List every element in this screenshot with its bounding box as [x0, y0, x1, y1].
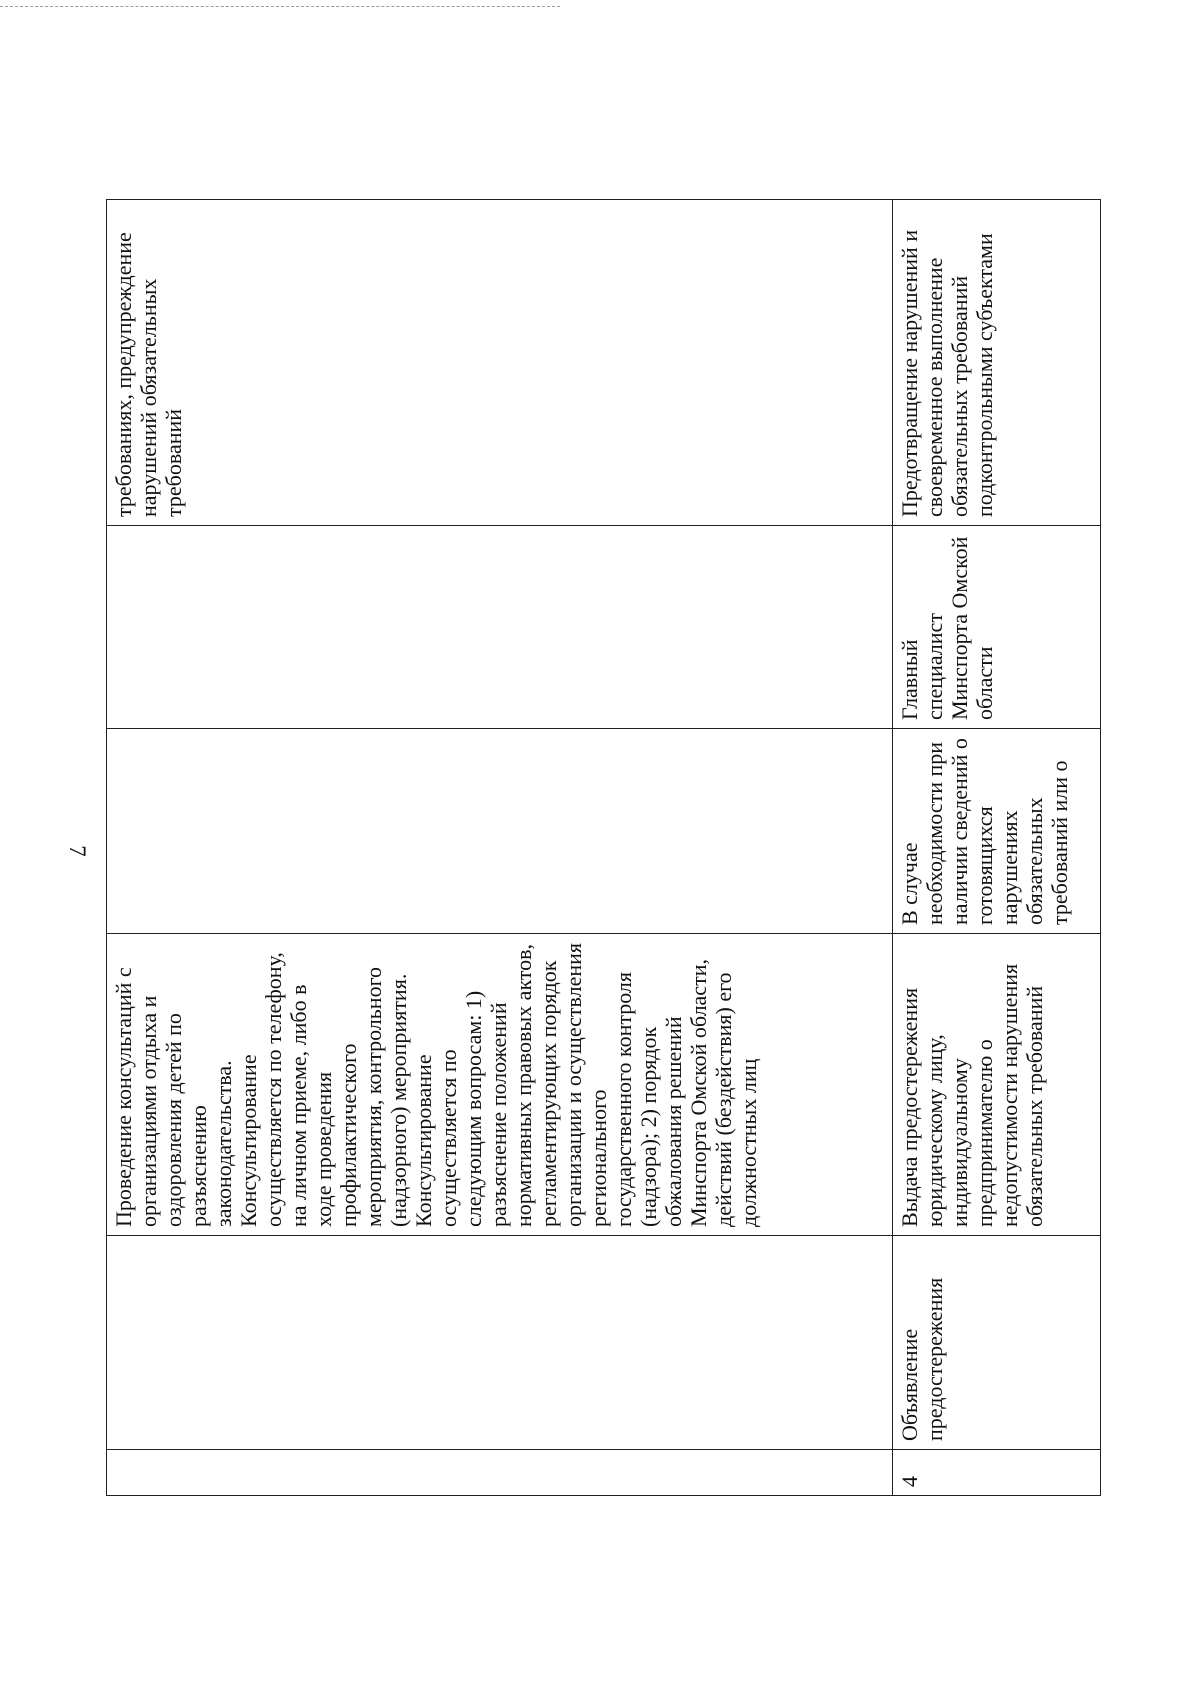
table-row — [893, 200, 1101, 1496]
row-number-cell: 4 — [893, 1450, 1101, 1496]
responsible-cell — [107, 526, 893, 729]
measure-content-cell: Выдача предостережения юридическому лицу, индивидуальному предпринимателю о недопустимости нарушения обязательных требований — [893, 934, 1101, 1236]
document-table-frame — [106, 200, 1100, 1496]
responsible-cell: Главный специалист Минспорта Омской области — [893, 526, 1101, 729]
goal-cell: Предотвращение нарушений и своевременное выполнение обязательных требований подконтрольными субъектами — [893, 200, 1101, 526]
measure-form-cell — [107, 1236, 893, 1450]
timing-cell: В случае необходимости при наличии сведений о готовящихся нарушениях обязательных требований или о — [893, 729, 1101, 934]
row-number-cell — [107, 1450, 893, 1496]
table-row — [107, 200, 893, 1496]
measure-form-cell: Объявление предостережения — [893, 1236, 1101, 1450]
measure-content-cell: Проведение консультаций с организациями отдыха и оздоровления детей по разъяснению законодательства. Консультирование осуществляется по телефону, на личном приеме, либо в ходе проведения профилактического мероприятия, контрольного (надзорного) мероприятия. Консультирование осуществляется по следующим вопросам: 1) разъяснение положений нормативных правовых актов, регламентирующих порядок организации и осуществления регионального государственного контроля (надзора); 2) порядок обжалования решений Минспорта Омской области, действий (бездействия) его должностных лиц — [107, 934, 893, 1236]
page-number: 7 — [65, 845, 90, 857]
scan-edge-line — [0, 6, 560, 7]
goal-cell: требованиях, предупреждение нарушений обязательных требований — [107, 200, 893, 526]
prevention-measures-table — [106, 199, 1101, 1496]
timing-cell — [107, 729, 893, 934]
